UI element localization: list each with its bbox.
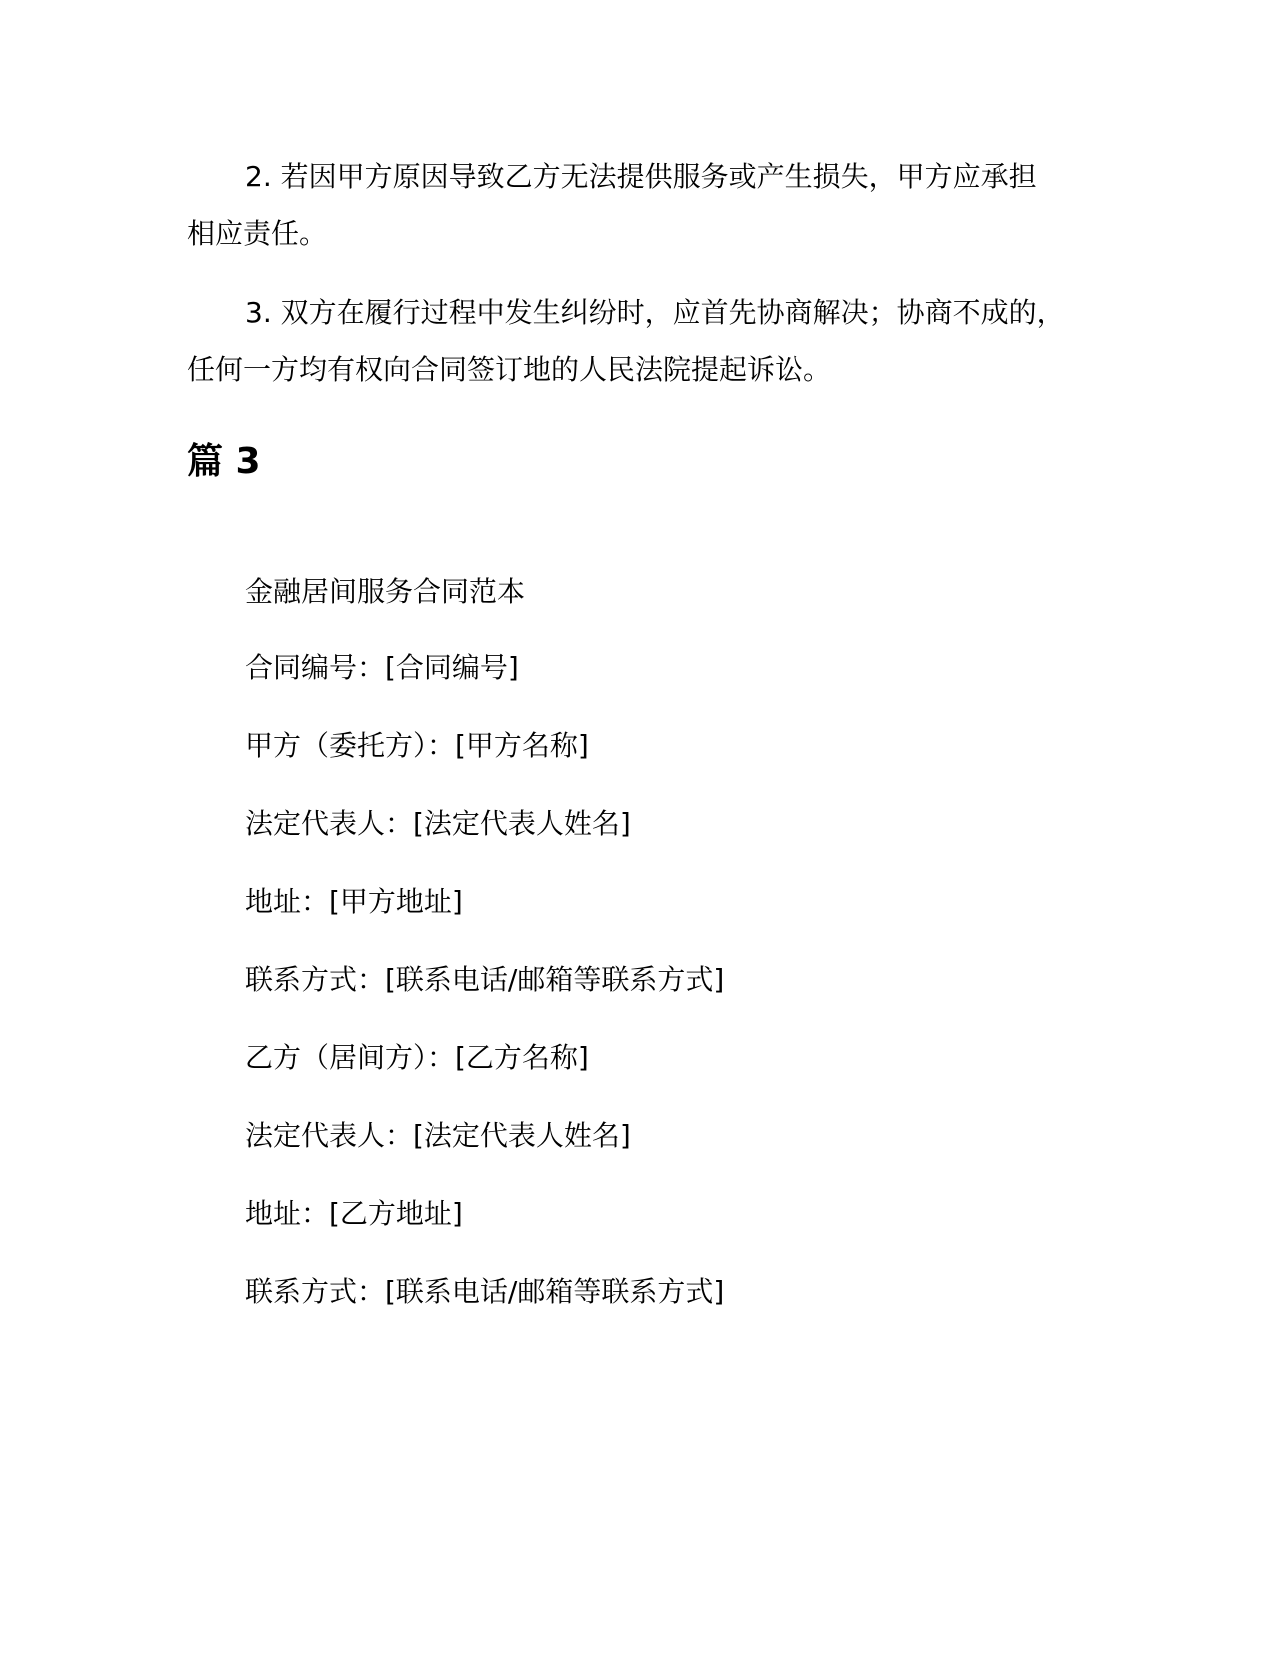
contract-title: 金融居间服务合同范本 — [245, 575, 526, 608]
party-b-address-field: 地址：[乙方地址] — [245, 1197, 463, 1230]
party-a-contact-field: 联系方式：[联系电话/邮箱等联系方式] — [245, 963, 725, 996]
contract-number-field: 合同编号：[合同编号] — [245, 651, 519, 684]
clause-3-line-1: 3. 双方在履行过程中发生纠纷时，应首先协商解决；协商不成的， — [245, 296, 1065, 329]
clause-2-line-2: 相应责任。 — [187, 217, 328, 250]
party-b-representative-field: 法定代表人：[法定代表人姓名] — [245, 1119, 631, 1152]
section-heading: 篇 3 — [187, 441, 261, 482]
clause-2-paragraph — [187, 148, 1107, 262]
clause-3-line-2: 任何一方均有权向合同签订地的人民法院提起诉讼。 — [187, 353, 832, 386]
party-a-address-field: 地址：[甲方地址] — [245, 885, 463, 918]
party-a-representative-field: 法定代表人：[法定代表人姓名] — [245, 807, 631, 840]
clause-3-paragraph — [187, 284, 1107, 398]
clause-2-line-1: 2. 若因甲方原因导致乙方无法提供服务或产生损失，甲方应承担 — [245, 160, 1037, 193]
party-a-name-field: 甲方（委托方）：[甲方名称] — [245, 729, 589, 762]
party-b-name-field: 乙方（居间方）：[乙方名称] — [245, 1041, 589, 1074]
party-b-contact-field: 联系方式：[联系电话/邮箱等联系方式] — [245, 1275, 725, 1308]
